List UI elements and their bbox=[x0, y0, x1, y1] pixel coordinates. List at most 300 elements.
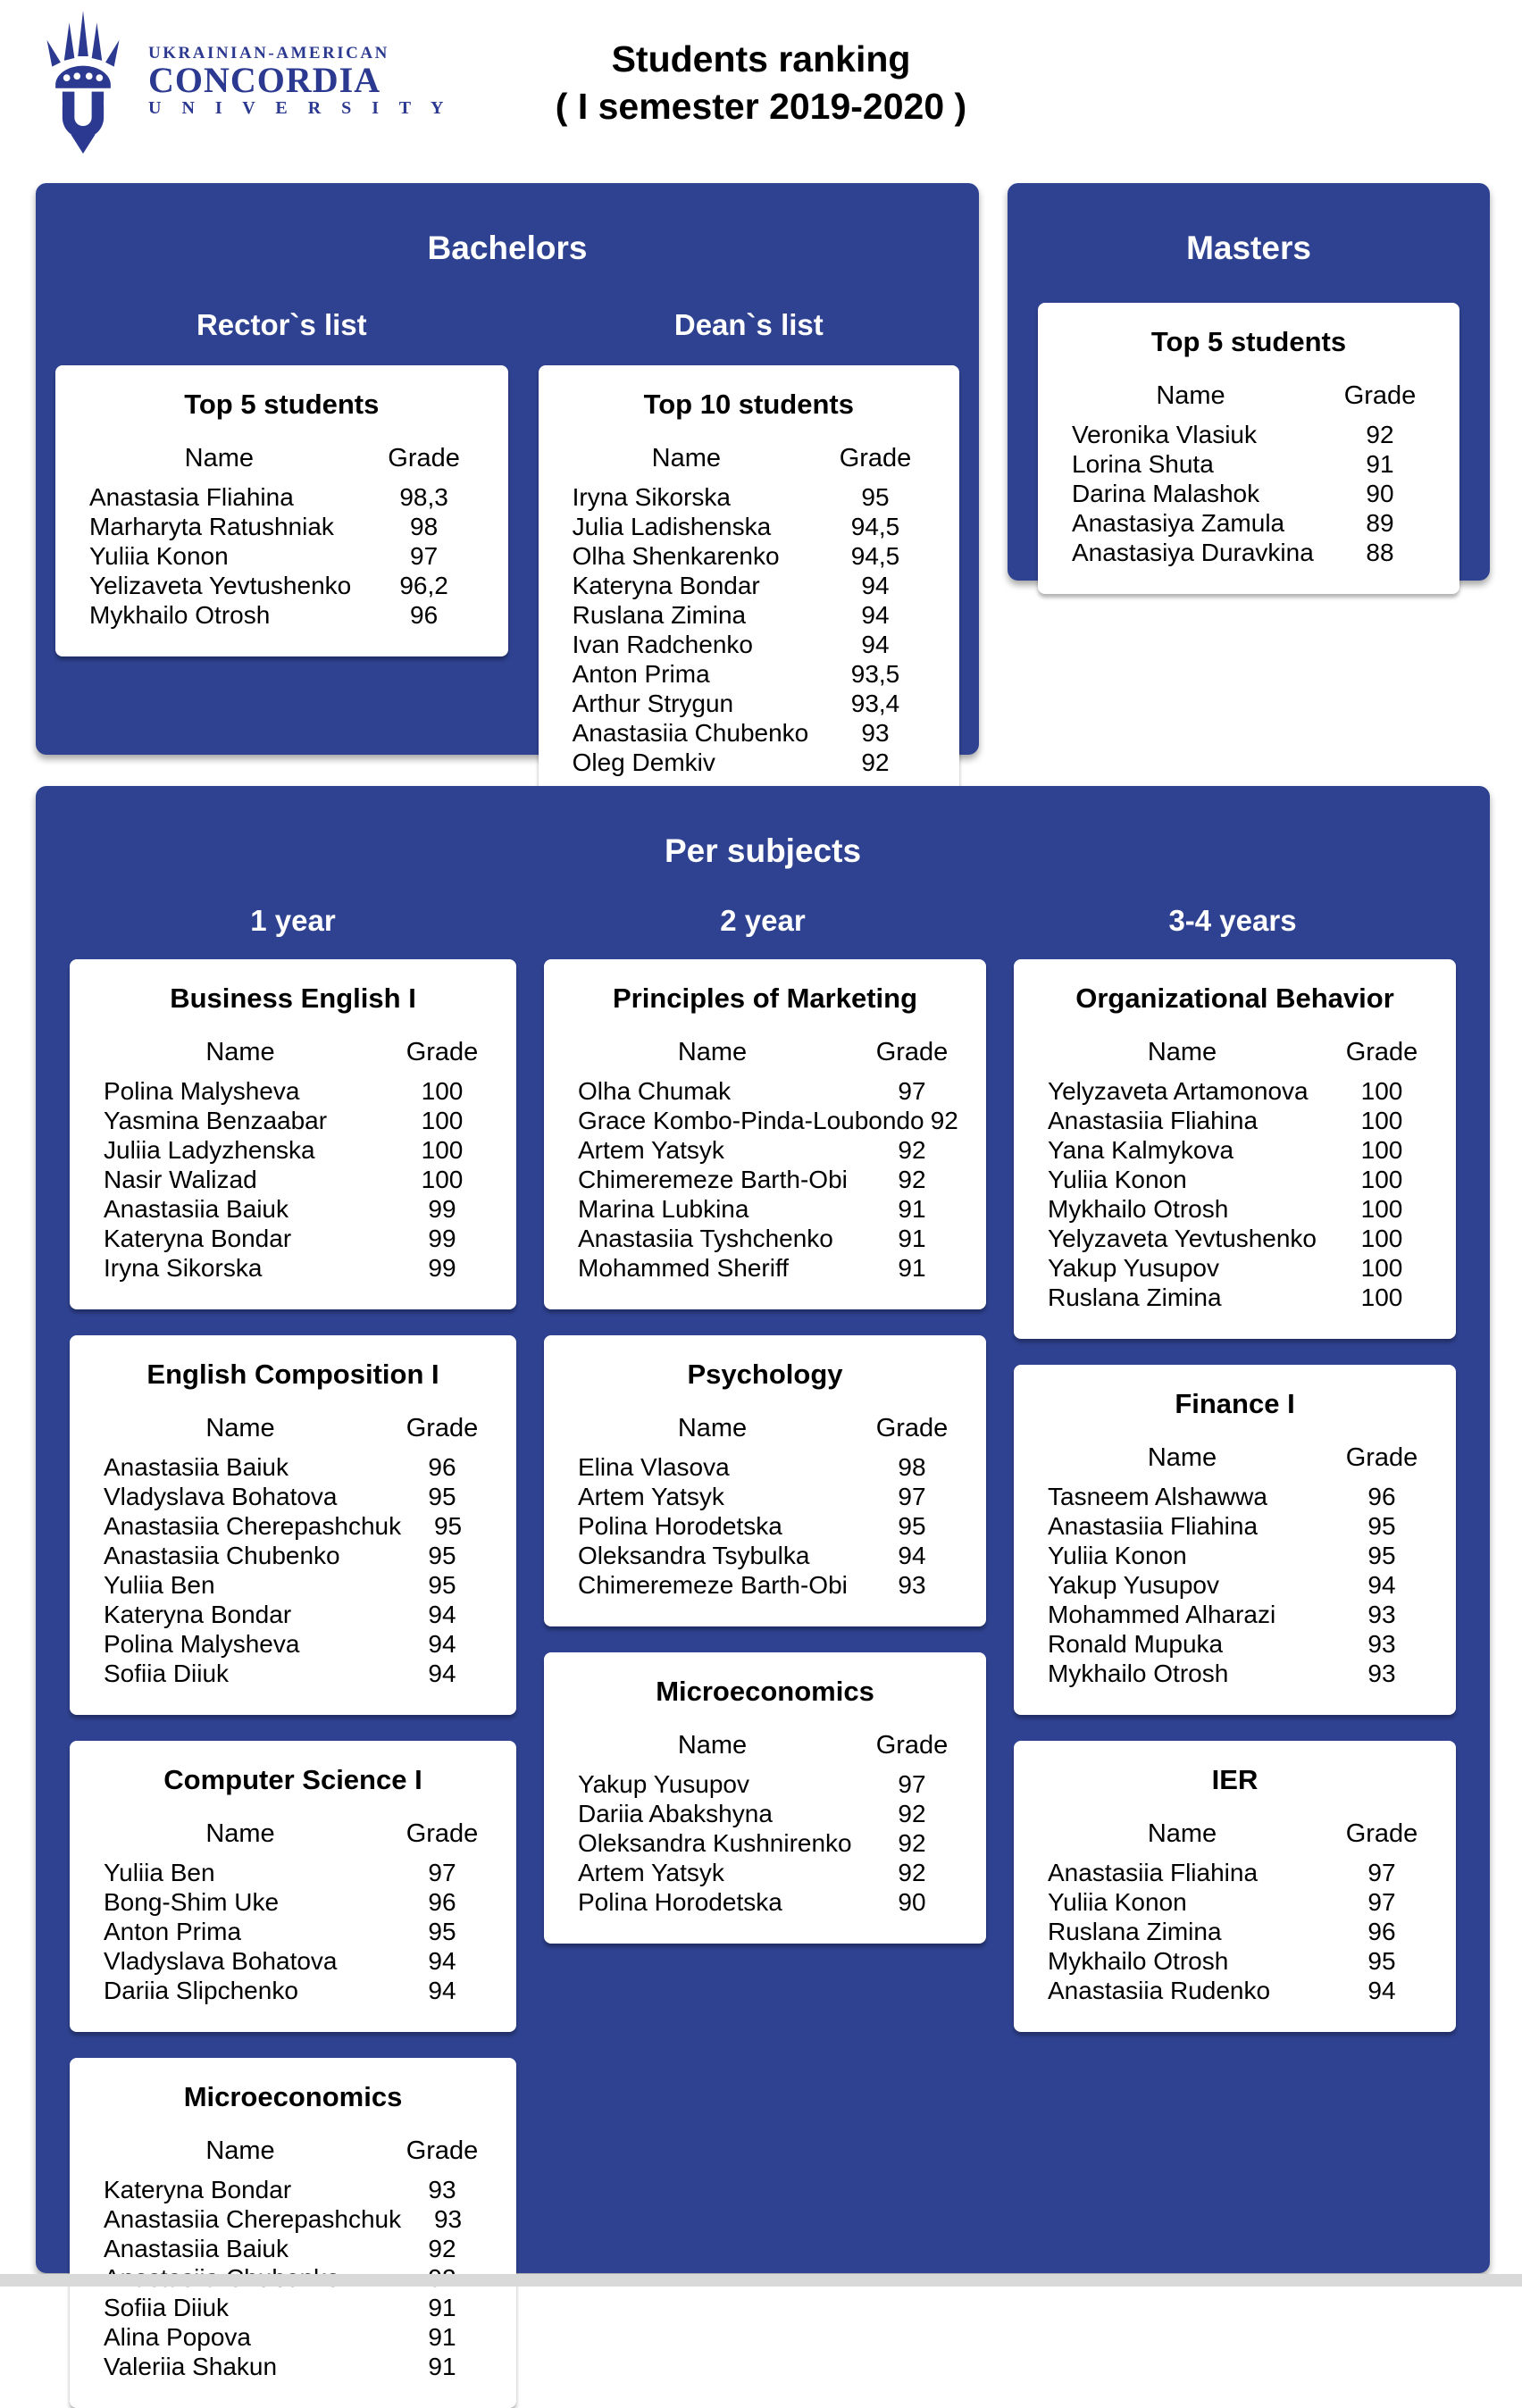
student-name: Juliia Ladyzhenska bbox=[104, 1136, 315, 1164]
table-header bbox=[560, 444, 938, 473]
table-header bbox=[565, 1414, 965, 1443]
student-name: Yuliia Konon bbox=[89, 542, 229, 570]
table-body bbox=[77, 482, 487, 630]
table-row bbox=[91, 1946, 495, 1976]
table-row bbox=[1059, 420, 1438, 449]
table-row bbox=[565, 1165, 965, 1194]
student-grade: 88 bbox=[1366, 539, 1394, 566]
table-row bbox=[560, 659, 938, 689]
subject-card-marketing bbox=[544, 959, 986, 1309]
table-row bbox=[1035, 1976, 1434, 2005]
table-row bbox=[560, 482, 938, 512]
student-grade: 100 bbox=[1360, 1136, 1403, 1164]
table-row bbox=[565, 1194, 965, 1224]
student-name: Anastasia Fliahina bbox=[89, 483, 294, 511]
page-title-line-2: ( I semester 2019-2020 ) bbox=[555, 86, 967, 128]
table-row bbox=[1035, 1253, 1434, 1283]
table-row bbox=[1059, 538, 1438, 567]
student-grade: 92 bbox=[898, 1859, 926, 1886]
student-grade: 99 bbox=[428, 1254, 456, 1282]
table-row bbox=[1035, 1194, 1434, 1224]
student-name: Artem Yatsyk bbox=[578, 1136, 724, 1164]
student-grade: 100 bbox=[1360, 1077, 1403, 1105]
table-row bbox=[91, 2234, 495, 2263]
student-grade: 100 bbox=[421, 1077, 464, 1105]
table-row bbox=[1035, 1106, 1434, 1135]
student-grade: 100 bbox=[421, 1107, 464, 1134]
grade-column-header: Grade bbox=[406, 1819, 479, 1848]
subject-title: Microeconomics bbox=[183, 2081, 403, 2112]
table-row bbox=[1035, 1541, 1434, 1570]
table-row bbox=[91, 2204, 495, 2234]
table-row bbox=[565, 1076, 965, 1106]
table-row bbox=[91, 1541, 495, 1570]
student-grade: 92 bbox=[898, 1136, 926, 1164]
student-name: Anastasiia Baiuk bbox=[104, 1453, 289, 1481]
student-name: Anastasiia Fliahina bbox=[1048, 1859, 1259, 1886]
student-grade: 97 bbox=[410, 542, 439, 570]
table-row bbox=[565, 1769, 965, 1799]
student-grade: 93 bbox=[433, 2205, 463, 2233]
student-name: Polina Malysheva bbox=[104, 1077, 300, 1105]
student-grade: 94 bbox=[428, 1660, 456, 1687]
grade-column-header: Grade bbox=[1345, 1443, 1418, 1472]
subject-title: Microeconomics bbox=[656, 1676, 874, 1707]
student-grade: 91 bbox=[898, 1254, 926, 1282]
table-header bbox=[77, 444, 487, 473]
table-row bbox=[565, 1799, 965, 1828]
table-row bbox=[77, 571, 487, 600]
table-row bbox=[91, 1224, 495, 1253]
student-grade: 95 bbox=[898, 1512, 926, 1540]
table-row bbox=[565, 1224, 965, 1253]
student-name: Ronald Mupuka bbox=[1048, 1630, 1224, 1658]
student-grade: 94 bbox=[428, 1601, 456, 1628]
table-row bbox=[91, 1135, 495, 1165]
student-grade: 100 bbox=[421, 1136, 464, 1164]
page-title-line-1: Students ranking bbox=[611, 38, 911, 79]
table-row bbox=[91, 1076, 495, 1106]
student-grade: 93 bbox=[1367, 1630, 1396, 1658]
grade-column-header: Grade bbox=[839, 444, 912, 472]
subject-card-psychology bbox=[544, 1335, 986, 1626]
student-grade: 94 bbox=[861, 601, 890, 629]
student-grade: 100 bbox=[1360, 1166, 1403, 1193]
subject-title: Business English I bbox=[170, 982, 416, 1014]
student-grade: 97 bbox=[898, 1770, 926, 1798]
student-grade: 100 bbox=[1360, 1195, 1403, 1223]
student-grade: 96 bbox=[410, 601, 439, 629]
table-row bbox=[1035, 1570, 1434, 1600]
student-name: Yuliia Ben bbox=[104, 1859, 215, 1886]
student-name: Grace Kombo-Pinda-Loubondo bbox=[578, 1107, 924, 1134]
table-body bbox=[565, 1452, 965, 1600]
student-grade: 98 bbox=[898, 1453, 926, 1481]
student-name: Anastasiia Chubenko bbox=[572, 719, 809, 747]
header bbox=[0, 0, 1522, 179]
student-grade: 89 bbox=[1366, 509, 1394, 537]
masters-panel bbox=[1008, 183, 1490, 581]
years-3-4-column bbox=[1014, 959, 1456, 2032]
student-name: Yelizaveta Yevtushenko bbox=[89, 572, 352, 599]
grade-column-header: Grade bbox=[875, 1731, 949, 1760]
table-row bbox=[1035, 1946, 1434, 1976]
student-name: Mohammed Sheriff bbox=[578, 1254, 790, 1282]
student-name: Mykhailo Otrosh bbox=[1048, 1947, 1229, 1975]
student-grade: 94 bbox=[861, 631, 890, 658]
name-column-header: Name bbox=[1147, 1443, 1217, 1472]
table-header bbox=[91, 2136, 495, 2166]
table-row bbox=[91, 1887, 495, 1917]
student-name: Yuliia Ben bbox=[104, 1571, 215, 1599]
student-grade: 96 bbox=[428, 1888, 456, 1916]
table-row bbox=[91, 1659, 495, 1688]
student-name: Ruslana Zimina bbox=[1048, 1283, 1222, 1311]
student-name: Ruslana Zimina bbox=[1048, 1918, 1222, 1945]
student-name: Arthur Strygun bbox=[572, 690, 734, 717]
table-row bbox=[1035, 1224, 1434, 1253]
student-grade: 93,5 bbox=[850, 660, 900, 688]
table-row bbox=[91, 1106, 495, 1135]
table-row bbox=[1035, 1135, 1434, 1165]
student-name: Vladyslava Bohatova bbox=[104, 1483, 338, 1510]
student-name: Anastasiia Cherepashchuk bbox=[104, 2205, 402, 2233]
table-row bbox=[77, 541, 487, 571]
subject-card-microeconomics-y1 bbox=[70, 2058, 516, 2408]
student-name: Mykhailo Otrosh bbox=[89, 601, 271, 629]
student-name: Polina Malysheva bbox=[104, 1630, 300, 1658]
table-row bbox=[91, 1482, 495, 1511]
student-grade: 94,5 bbox=[850, 513, 900, 540]
logo-line-1: UKRAINIAN-AMERICAN bbox=[148, 43, 389, 63]
name-column-header: Name bbox=[205, 1038, 275, 1066]
table-body bbox=[1035, 1076, 1434, 1312]
student-grade: 94 bbox=[898, 1542, 926, 1569]
table-row bbox=[91, 2175, 495, 2204]
student-name: Oleksandra Kushnirenko bbox=[578, 1829, 852, 1857]
masters-card bbox=[1038, 303, 1459, 594]
logo-line-3: U N I V E R S I T Y bbox=[148, 98, 452, 119]
bachelors-title: Bachelors bbox=[427, 230, 588, 266]
student-grade: 96 bbox=[1367, 1918, 1396, 1945]
name-column-header: Name bbox=[1147, 1819, 1217, 1848]
student-grade: 96,2 bbox=[399, 572, 448, 599]
student-name: Yana Kalmykova bbox=[1048, 1136, 1234, 1164]
table-row bbox=[1035, 1283, 1434, 1312]
student-name: Marharyta Ratushniak bbox=[89, 513, 334, 540]
subject-title: Principles of Marketing bbox=[612, 982, 918, 1014]
student-name: Darina Malashok bbox=[1072, 480, 1260, 507]
student-name: Anastasiia Chubenko bbox=[104, 1542, 340, 1569]
page-title bbox=[0, 36, 1522, 131]
student-grade: 94 bbox=[428, 1630, 456, 1658]
student-name: Chimeremeze Barth-Obi bbox=[578, 1571, 848, 1599]
student-name: Ruslana Zimina bbox=[572, 601, 747, 629]
table-body bbox=[91, 1076, 495, 1283]
student-grade: 97 bbox=[1367, 1859, 1396, 1886]
table-body bbox=[560, 482, 938, 777]
name-column-header: Name bbox=[205, 2136, 275, 2165]
student-grade: 99 bbox=[428, 1225, 456, 1252]
table-row bbox=[1035, 1511, 1434, 1541]
student-name: Dariia Slipchenko bbox=[104, 1977, 298, 2004]
student-grade: 95 bbox=[1367, 1542, 1396, 1569]
subject-card-finance bbox=[1014, 1365, 1456, 1715]
student-name: Kateryna Bondar bbox=[104, 2176, 292, 2203]
table-body bbox=[565, 1076, 965, 1283]
table-row bbox=[1035, 1600, 1434, 1629]
table-row bbox=[91, 1253, 495, 1283]
year-1-heading: 1 year bbox=[250, 904, 336, 937]
table-header bbox=[1059, 381, 1438, 411]
table-row bbox=[77, 512, 487, 541]
student-name: Sofiia Diiuk bbox=[104, 1660, 230, 1687]
table-row bbox=[91, 1629, 495, 1659]
student-grade: 92 bbox=[1366, 421, 1394, 448]
table-row bbox=[1035, 1629, 1434, 1659]
student-name: Yakup Yusupov bbox=[1048, 1571, 1220, 1599]
student-grade: 94 bbox=[1367, 1977, 1396, 2004]
table-body bbox=[565, 1769, 965, 1917]
year-2-column bbox=[544, 959, 986, 1944]
subject-card-english-composition bbox=[70, 1335, 516, 1715]
table-row bbox=[1035, 1887, 1434, 1917]
card-title: Top 10 students bbox=[643, 389, 854, 420]
table-row bbox=[560, 600, 938, 630]
student-name: Tasneem Alshawwa bbox=[1048, 1483, 1267, 1510]
student-grade: 95 bbox=[1367, 1512, 1396, 1540]
student-grade: 91 bbox=[898, 1195, 926, 1223]
student-name: Kateryna Bondar bbox=[104, 1601, 292, 1628]
student-name: Olha Shenkarenko bbox=[572, 542, 780, 570]
student-name: Lorina Shuta bbox=[1072, 450, 1214, 478]
student-name: Anastasiia Baiuk bbox=[104, 1195, 289, 1223]
card-title: Top 5 students bbox=[1150, 326, 1347, 357]
subject-title: Computer Science I bbox=[163, 1764, 422, 1795]
student-grade: 91 bbox=[428, 2323, 456, 2351]
table-header bbox=[91, 1819, 495, 1849]
table-row bbox=[91, 1917, 495, 1946]
subject-title: Psychology bbox=[687, 1359, 843, 1390]
card-title: Top 5 students bbox=[184, 389, 380, 420]
subject-title: English Composition I bbox=[146, 1359, 439, 1390]
student-grade: 95 bbox=[428, 1542, 456, 1569]
student-grade: 100 bbox=[421, 1166, 464, 1193]
student-grade: 94,5 bbox=[850, 542, 900, 570]
subject-title: Finance I bbox=[1175, 1388, 1295, 1419]
student-grade: 95 bbox=[1367, 1947, 1396, 1975]
table-row bbox=[77, 482, 487, 512]
table-row bbox=[91, 1858, 495, 1887]
per-subjects-panel bbox=[36, 786, 1490, 2380]
student-grade: 91 bbox=[428, 2353, 456, 2380]
student-name: Anastasiia Rudenko bbox=[1048, 1977, 1271, 2004]
table-row bbox=[91, 2352, 495, 2381]
subject-title: Organizational Behavior bbox=[1075, 982, 1394, 1014]
name-column-header: Name bbox=[1147, 1038, 1217, 1066]
student-grade: 100 bbox=[1360, 1225, 1403, 1252]
student-grade: 97 bbox=[1367, 1888, 1396, 1916]
rectors-list-card bbox=[55, 365, 508, 656]
grade-column-header: Grade bbox=[875, 1414, 949, 1442]
table-row bbox=[565, 1106, 965, 1135]
student-grade: 97 bbox=[898, 1483, 926, 1510]
table-body bbox=[1035, 1858, 1434, 2005]
student-grade: 92 bbox=[898, 1829, 926, 1857]
student-name: Anton Prima bbox=[572, 660, 710, 688]
page-bottom-edge bbox=[0, 2274, 1522, 2287]
deans-list-column bbox=[539, 283, 959, 804]
student-name: Mykhailo Otrosh bbox=[1048, 1195, 1229, 1223]
student-name: Artem Yatsyk bbox=[578, 1483, 724, 1510]
table-row bbox=[565, 1482, 965, 1511]
grade-column-header: Grade bbox=[1345, 1038, 1418, 1066]
table-row bbox=[560, 748, 938, 777]
student-grade: 94 bbox=[428, 1947, 456, 1975]
rectors-list-column bbox=[55, 283, 508, 804]
table-row bbox=[560, 689, 938, 718]
bachelors-panel bbox=[36, 183, 979, 776]
student-name: Yuliia Konon bbox=[1048, 1888, 1187, 1916]
student-name: Polina Horodetska bbox=[578, 1512, 782, 1540]
student-name: Anastasiia Baiuk bbox=[104, 2235, 289, 2262]
table-row bbox=[565, 1570, 965, 1600]
student-name: Anastasiya Duravkina bbox=[1072, 539, 1314, 566]
student-name: Yasmina Benzaabar bbox=[104, 1107, 328, 1134]
student-name: Ivan Radchenko bbox=[572, 631, 753, 658]
years-3-4-heading: 3-4 years bbox=[1168, 904, 1297, 937]
grade-column-header: Grade bbox=[1343, 381, 1417, 410]
student-name: Vladyslava Bohatova bbox=[104, 1947, 338, 1975]
student-name: Yuliia Konon bbox=[1048, 1542, 1187, 1569]
student-grade: 90 bbox=[898, 1888, 926, 1916]
table-header bbox=[565, 1038, 965, 1067]
table-row bbox=[565, 1828, 965, 1858]
student-grade: 91 bbox=[1366, 450, 1394, 478]
student-name: Anastasiia Cherepashchuk bbox=[104, 1512, 402, 1540]
table-row bbox=[1035, 1858, 1434, 1887]
table-row bbox=[1035, 1165, 1434, 1194]
table-row bbox=[77, 600, 487, 630]
table-row bbox=[91, 1194, 495, 1224]
student-grade: 98,3 bbox=[399, 483, 448, 511]
subject-card-computer-science bbox=[70, 1741, 516, 2032]
student-grade: 93,4 bbox=[850, 690, 900, 717]
table-row bbox=[560, 630, 938, 659]
table-row bbox=[1059, 479, 1438, 508]
student-grade: 98 bbox=[410, 513, 439, 540]
table-row bbox=[91, 1511, 495, 1541]
name-column-header: Name bbox=[184, 444, 254, 472]
student-grade: 95 bbox=[433, 1512, 463, 1540]
table-row bbox=[565, 1135, 965, 1165]
student-name: Nasir Walizad bbox=[104, 1166, 257, 1193]
table-row bbox=[1035, 1659, 1434, 1688]
table-header bbox=[565, 1731, 965, 1760]
table-row bbox=[565, 1541, 965, 1570]
student-name: Artem Yatsyk bbox=[578, 1859, 724, 1886]
grade-column-header: Grade bbox=[406, 1038, 479, 1066]
student-grade: 92 bbox=[428, 2235, 456, 2262]
student-grade: 94 bbox=[1367, 1571, 1396, 1599]
student-name: Kateryna Bondar bbox=[572, 572, 760, 599]
student-grade: 91 bbox=[428, 2294, 456, 2321]
grade-column-header: Grade bbox=[406, 1414, 479, 1442]
student-grade: 99 bbox=[428, 1195, 456, 1223]
student-name: Anastasiia Fliahina bbox=[1048, 1107, 1259, 1134]
student-grade: 100 bbox=[1360, 1254, 1403, 1282]
table-row bbox=[91, 2293, 495, 2322]
table-row bbox=[1035, 1482, 1434, 1511]
student-name: Veronika Vlasiuk bbox=[1072, 421, 1258, 448]
student-name: Bong-Shim Uke bbox=[104, 1888, 280, 1916]
table-row bbox=[560, 718, 938, 748]
student-name: Yakup Yusupov bbox=[1048, 1254, 1220, 1282]
table-row bbox=[91, 1600, 495, 1629]
table-row bbox=[1035, 1076, 1434, 1106]
name-column-header: Name bbox=[1156, 381, 1225, 410]
name-column-header: Name bbox=[205, 1819, 275, 1848]
student-grade: 94 bbox=[428, 1977, 456, 2004]
student-name: Valeriia Shakun bbox=[104, 2353, 278, 2380]
subject-card-organizational-behavior bbox=[1014, 959, 1456, 1339]
table-row bbox=[560, 541, 938, 571]
rectors-list-title: Rector`s list bbox=[196, 308, 367, 341]
table-header bbox=[91, 1038, 495, 1067]
student-name: Dariia Abakshyna bbox=[578, 1800, 773, 1827]
student-grade: 90 bbox=[1366, 480, 1394, 507]
student-grade: 93 bbox=[898, 1571, 926, 1599]
grade-column-header: Grade bbox=[875, 1038, 949, 1066]
year-2-heading: 2 year bbox=[720, 904, 806, 937]
student-grade: 96 bbox=[1367, 1483, 1396, 1510]
masters-title: Masters bbox=[1186, 230, 1311, 266]
student-name: Yuliia Konon bbox=[1048, 1166, 1187, 1193]
student-name: Polina Horodetska bbox=[578, 1888, 782, 1916]
grade-column-header: Grade bbox=[388, 444, 460, 472]
table-body bbox=[91, 1858, 495, 2005]
student-grade: 92 bbox=[861, 748, 890, 776]
table-row bbox=[91, 1570, 495, 1600]
student-grade: 95 bbox=[861, 483, 890, 511]
table-row bbox=[1059, 449, 1438, 479]
table-header bbox=[1035, 1038, 1434, 1067]
table-row bbox=[1059, 508, 1438, 538]
name-column-header: Name bbox=[205, 1414, 275, 1442]
student-name: Marina Lubkina bbox=[578, 1195, 749, 1223]
student-name: Kateryna Bondar bbox=[104, 1225, 292, 1252]
student-name: Anastasiia Tyshchenko bbox=[578, 1225, 833, 1252]
table-row bbox=[565, 1887, 965, 1917]
grade-column-header: Grade bbox=[1345, 1819, 1418, 1848]
student-name: Oleksandra Tsybulka bbox=[578, 1542, 810, 1569]
student-name: Mohammed Alharazi bbox=[1048, 1601, 1276, 1628]
name-column-header: Name bbox=[677, 1414, 748, 1442]
table-row bbox=[565, 1253, 965, 1283]
student-grade: 94 bbox=[861, 572, 890, 599]
student-name: Iryna Sikorska bbox=[104, 1254, 263, 1282]
subject-card-ier bbox=[1014, 1741, 1456, 2032]
student-grade: 95 bbox=[428, 1918, 456, 1945]
subject-card-microeconomics-y2 bbox=[544, 1652, 986, 1944]
table-row bbox=[560, 571, 938, 600]
student-name: Yelyzaveta Yevtushenko bbox=[1048, 1225, 1317, 1252]
student-name: Chimeremeze Barth-Obi bbox=[578, 1166, 848, 1193]
deans-list-title: Dean`s list bbox=[673, 308, 824, 341]
student-grade: 91 bbox=[898, 1225, 926, 1252]
table-body bbox=[91, 1452, 495, 1688]
name-column-header: Name bbox=[651, 444, 721, 472]
